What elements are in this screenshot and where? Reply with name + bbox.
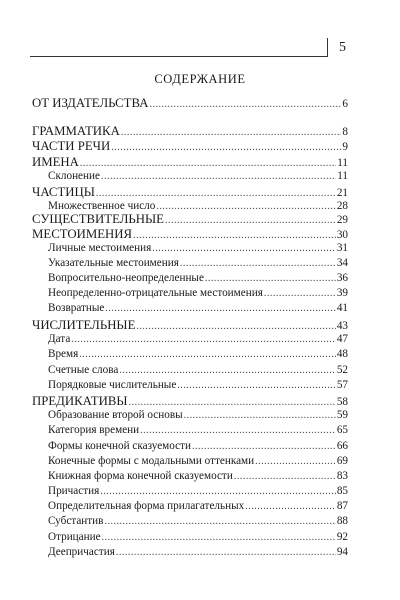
toc-entry-title: Порядковые числительные [48, 379, 177, 391]
toc-entry-page: 9 [342, 141, 348, 153]
toc-entry [48, 409, 348, 425]
toc-leader-dots [205, 273, 336, 284]
toc-entry-title: СУЩЕСТВИТЕЛЬНЫЕ [32, 212, 164, 226]
toc-entry [48, 242, 348, 258]
toc-leader-dots [105, 303, 335, 314]
toc-entry-title: Формы конечной сказуемости [48, 440, 191, 452]
toc-entry-page: 31 [336, 242, 348, 254]
toc-entry-title: Конечные формы с модальными оттенками [48, 455, 255, 467]
toc-entry [32, 155, 348, 171]
toc-leader-dots [101, 171, 336, 182]
toc-entry [32, 318, 348, 334]
toc-entry-title: Отрицание [48, 531, 101, 543]
toc-entry-title: ОТ ИЗДАТЕЛЬСТВА [32, 96, 149, 110]
toc-entry-page: 87 [336, 500, 348, 512]
toc-entry-page: 47 [336, 333, 348, 345]
toc-entry-title: Указательные местоимения [48, 257, 179, 269]
toc-entry-page: 36 [336, 272, 348, 284]
toc-entry-title: ЧАСТИЦЫ [32, 185, 95, 199]
toc-entry-page: 58 [336, 396, 348, 408]
toc-entry [48, 500, 348, 516]
toc-entry-title: Дата [48, 333, 71, 345]
toc-entry-page: 11 [337, 170, 348, 182]
toc-entry-title: ПРЕДИКАТИВЫ [32, 394, 128, 408]
toc-leader-dots [234, 471, 336, 482]
toc-entry-page: 43 [336, 320, 348, 332]
toc-entry-title: Субстантив [48, 515, 104, 527]
toc-entry-title: Множественное число [48, 200, 156, 212]
toc-entry-title: Возвратные [48, 302, 105, 314]
toc-entry-title: Вопросительно-неопределенные [48, 272, 204, 284]
toc-entry-title: Неопределенно-отрицательные местоимения [48, 287, 263, 299]
toc-leader-dots [100, 486, 336, 497]
toc-entry [48, 333, 348, 349]
toc-entry-title: МЕСТОИМЕНИЯ [32, 227, 133, 241]
toc-leader-dots [177, 380, 336, 391]
toc-entry [48, 348, 348, 364]
toc-entry [48, 470, 348, 486]
toc-entry-page: 94 [336, 546, 348, 558]
toc-entry-page: 30 [336, 229, 348, 241]
toc-leader-dots [245, 501, 336, 512]
toc-leader-dots [192, 441, 336, 452]
toc-entry [32, 227, 348, 243]
toc-entry-title: Образование второй основы [48, 409, 183, 421]
toc-entry [32, 124, 348, 140]
toc-leader-dots [80, 158, 336, 169]
toc-entry [32, 212, 348, 228]
toc-leader-dots [165, 215, 336, 226]
toc-entry-page: 66 [336, 440, 348, 452]
toc-leader-dots [255, 456, 336, 467]
toc-entry-title: ЧАСТИ РЕЧИ [32, 139, 111, 153]
toc-leader-dots [116, 547, 336, 558]
toc-entry-page: 85 [336, 485, 348, 497]
toc-entry-page: 34 [336, 257, 348, 269]
toc-entry [32, 394, 348, 410]
toc-entry [48, 302, 348, 318]
toc-entry [48, 546, 348, 562]
toc-entry [48, 170, 348, 186]
toc-leader-dots [119, 365, 336, 376]
toc-title: СОДЕРЖАНИЕ [154, 72, 246, 86]
toc-entry [48, 455, 348, 471]
toc-entry-page: 41 [336, 302, 348, 314]
toc-entry-page: 28 [336, 200, 348, 212]
toc-leader-dots [180, 258, 336, 269]
toc-entry-page: 88 [336, 515, 348, 527]
toc-entry-page: 6 [342, 98, 348, 110]
toc-leader-dots [136, 321, 335, 332]
toc-leader-dots [129, 397, 336, 408]
toc-entry [48, 531, 348, 547]
toc-entry-page: 92 [336, 531, 348, 543]
toc-entry-page: 83 [336, 470, 348, 482]
toc-entry-page: 29 [336, 214, 348, 226]
toc-leader-dots [79, 349, 336, 360]
toc-entry [48, 485, 348, 501]
toc-entry-title: Счетные слова [48, 364, 119, 376]
toc-entry-page: 48 [336, 348, 348, 360]
toc-entry-page: 8 [342, 126, 348, 138]
toc-entry [48, 272, 348, 288]
toc-entry-title: ЧИСЛИТЕЛЬНЫЕ [32, 318, 136, 332]
toc-entry-title: Категория времени [48, 424, 140, 436]
toc-entry [48, 440, 348, 456]
toc-leader-dots [264, 288, 336, 299]
header-rule [30, 56, 328, 57]
header-divider [327, 38, 328, 57]
toc-entry-title: Деепричастия [48, 546, 115, 558]
toc-entry-page: 57 [336, 379, 348, 391]
toc-entry [48, 257, 348, 273]
toc-leader-dots [140, 425, 336, 436]
toc-entry-title: Личные местоимения [48, 242, 152, 254]
toc-entry [48, 424, 348, 440]
toc-entry [48, 379, 348, 395]
toc-leader-dots [121, 127, 342, 138]
toc-leader-dots [133, 230, 336, 241]
toc-entry [32, 139, 348, 155]
toc-entry-page: 59 [336, 409, 348, 421]
toc-leader-dots [104, 516, 335, 527]
toc-entry-title: ГРАММАТИКА [32, 124, 120, 138]
toc-entry-title: ИМЕНА [32, 155, 79, 169]
toc-leader-dots [96, 188, 336, 199]
toc-entry [32, 185, 348, 201]
toc-entry-page: 39 [336, 287, 348, 299]
toc-leader-dots [111, 142, 341, 153]
toc-entry-title: Склонение [48, 170, 100, 182]
toc-entry-page: 69 [336, 455, 348, 467]
toc-entry-title: Причастия [48, 485, 100, 497]
toc-entry-page: 21 [336, 187, 348, 199]
toc-leader-dots [102, 532, 336, 543]
toc-leader-dots [149, 99, 341, 110]
toc-entry-page: 65 [336, 424, 348, 436]
toc-leader-dots [152, 243, 336, 254]
toc-leader-dots [184, 410, 336, 421]
toc-entry [48, 287, 348, 303]
toc-leader-dots [156, 201, 335, 212]
toc-entry-page: 11 [337, 157, 348, 169]
toc-entry-title: Книжная форма конечной сказуемости [48, 470, 233, 482]
toc-entry-title: Определительная форма прилагательных [48, 500, 245, 512]
toc-leader-dots [71, 334, 336, 345]
toc-entry-title: Время [48, 348, 79, 360]
page-number: 5 [339, 40, 346, 55]
toc-entry [48, 364, 348, 380]
toc-entry [48, 515, 348, 531]
toc-entry [32, 96, 348, 112]
toc-entry-page: 52 [336, 364, 348, 376]
